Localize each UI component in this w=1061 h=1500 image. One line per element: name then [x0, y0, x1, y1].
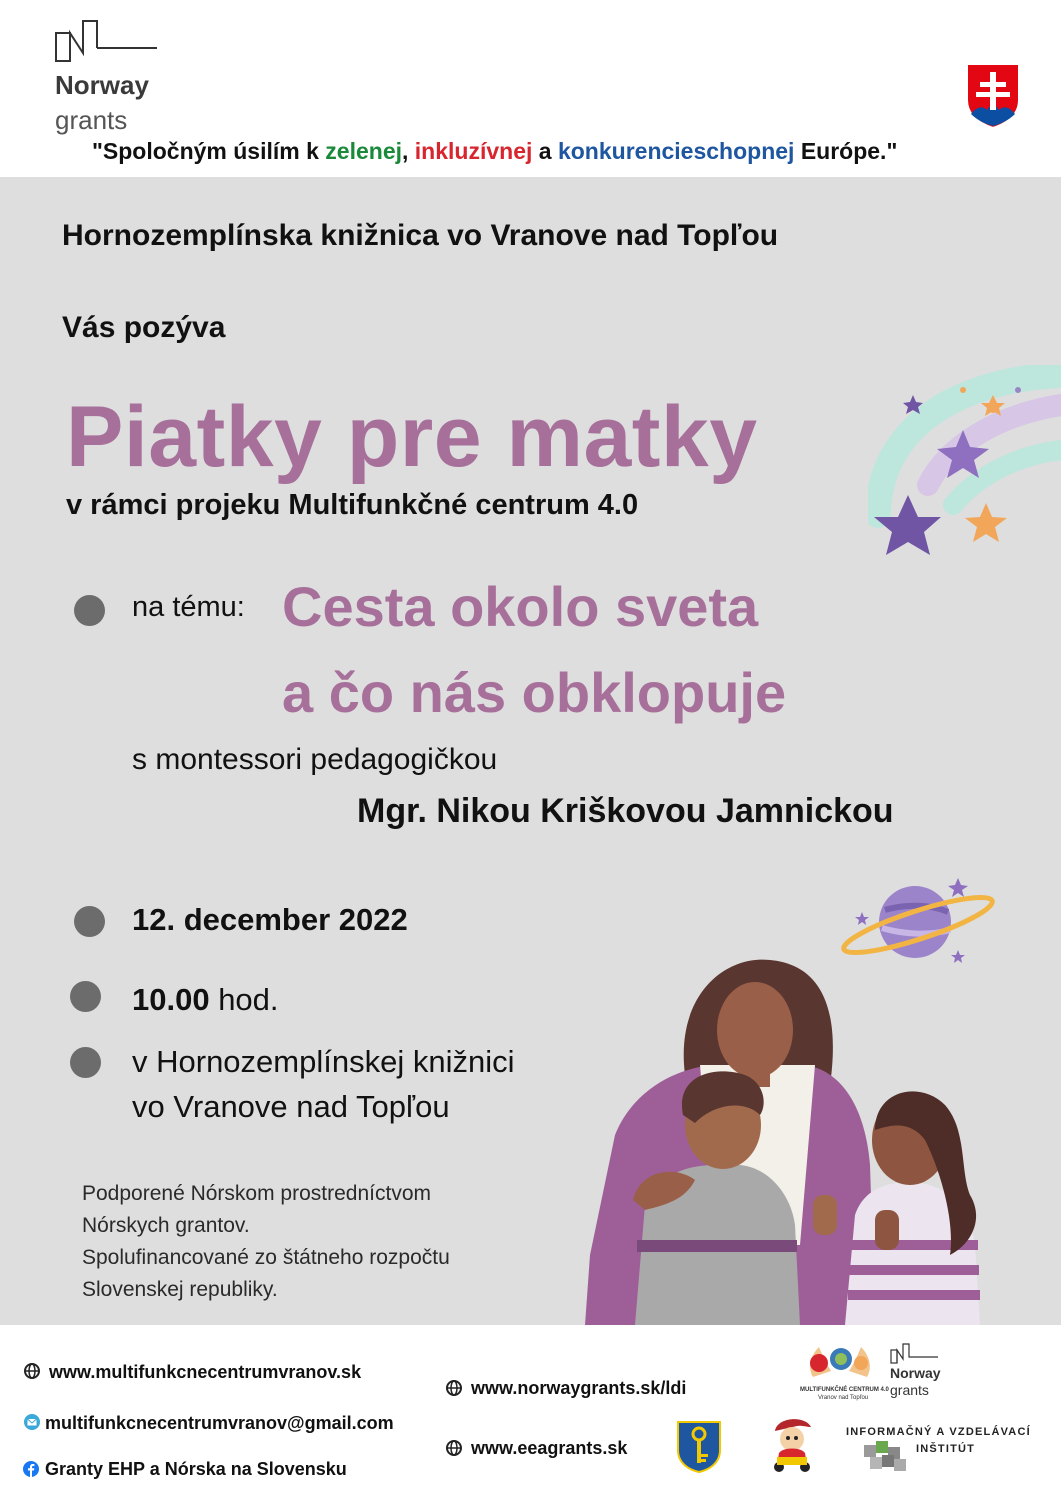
web-icon	[24, 1363, 40, 1379]
norway-grants-brand-line2: grants	[55, 105, 128, 135]
motto-blue-word: konkurencieschopnej	[557, 138, 795, 164]
event-date: 12. december 2022	[132, 902, 408, 937]
motto-part4: Európe."	[794, 138, 898, 164]
mother-and-children-illustration-icon	[575, 955, 1005, 1325]
facebook-link[interactable]: Granty EHP a Nórska na Slovensku	[45, 1459, 347, 1479]
email-link[interactable]: multifunkcnecentrumvranov@gmail.com	[45, 1413, 394, 1433]
web-icon-norway	[446, 1380, 462, 1396]
email-icon	[24, 1414, 40, 1430]
multifunkcne-centrum-logo-icon	[805, 1337, 875, 1385]
motto-green-word: zelenej	[325, 138, 403, 164]
shooting-stars-decoration-icon	[868, 365, 1061, 580]
website-link[interactable]: www.multifunkcnecentrumvranov.sk	[49, 1362, 362, 1382]
ng-small-line1: Norway	[890, 1365, 941, 1381]
web-icon-eea	[446, 1440, 462, 1456]
ivi-puzzle-logo-icon	[860, 1437, 912, 1477]
time-value: 10.00	[132, 982, 210, 1017]
time-unit: hod.	[209, 982, 279, 1017]
support-line1: Podporené Nórskom prostredníctvom	[82, 1182, 431, 1205]
motto-part1: "Spoločným úsilím k	[92, 138, 326, 164]
support-line2: Nórskych grantov.	[82, 1214, 250, 1237]
invites-text: Vás pozýva	[62, 311, 226, 344]
vranov-coat-of-arms-icon	[676, 1420, 722, 1474]
norway-grants-brand-line1: Norway	[55, 70, 149, 100]
motto-red-word: inkluzívnej	[414, 138, 533, 164]
event-time	[132, 982, 279, 1018]
ivi-logo-line2: INŠTITÚT	[916, 1443, 976, 1455]
bullet-time	[70, 981, 101, 1012]
mfc-logo-sub: Vranov nad Topľou	[818, 1395, 869, 1401]
motto-part2: ,	[402, 138, 415, 164]
event-subtitle: v rámci projeku Multifunkčné centrum 4.0	[66, 489, 639, 521]
norway-grants-logo-icon	[55, 18, 160, 66]
motto-part3: a	[532, 138, 558, 164]
library-name: Hornozemplínska knižnica vo Vranove nad Topľou	[62, 219, 779, 252]
event-title: Piatky pre matky	[66, 389, 758, 485]
teacher-name: Mgr. Nikou Kriškovou Jamnickou	[357, 792, 894, 830]
support-line4: Slovenskej republiky.	[82, 1278, 278, 1301]
bullet-place	[70, 1047, 101, 1078]
ng-small-line2: grants	[890, 1382, 929, 1398]
with-label: s montessori pedagogičkou	[132, 743, 498, 776]
topic-line1: Cesta okolo sveta	[282, 575, 759, 638]
slovak-coat-of-arms-icon	[965, 62, 1021, 130]
bullet-topic	[74, 595, 105, 626]
bullet-date	[74, 906, 105, 937]
norway-grants-small-logo-icon	[890, 1343, 940, 1365]
eea-grants-link[interactable]: www.eeagrants.sk	[471, 1438, 628, 1458]
norway-grants-link[interactable]: www.norwaygrants.sk/ldi	[471, 1378, 687, 1398]
place-line1: v Hornozemplínskej knižnici	[132, 1044, 515, 1079]
motto	[92, 138, 897, 165]
support-line3: Spolufinancované zo štátneho rozpočtu	[82, 1246, 450, 1269]
mfc-logo-text: MULTIFUNKČNÉ CENTRUM 4.0	[800, 1387, 889, 1393]
support-text	[82, 1178, 450, 1306]
library-mascot-logo-icon	[767, 1413, 817, 1473]
ivi-logo-line1: INFORMAČNÝ A VZDELÁVACÍ	[846, 1426, 1031, 1438]
topic-line2: a čo nás obklopuje	[282, 661, 787, 724]
place-line2: vo Vranove nad Topľou	[132, 1089, 450, 1124]
topic-label: na tému:	[132, 591, 245, 623]
facebook-icon	[23, 1461, 39, 1477]
